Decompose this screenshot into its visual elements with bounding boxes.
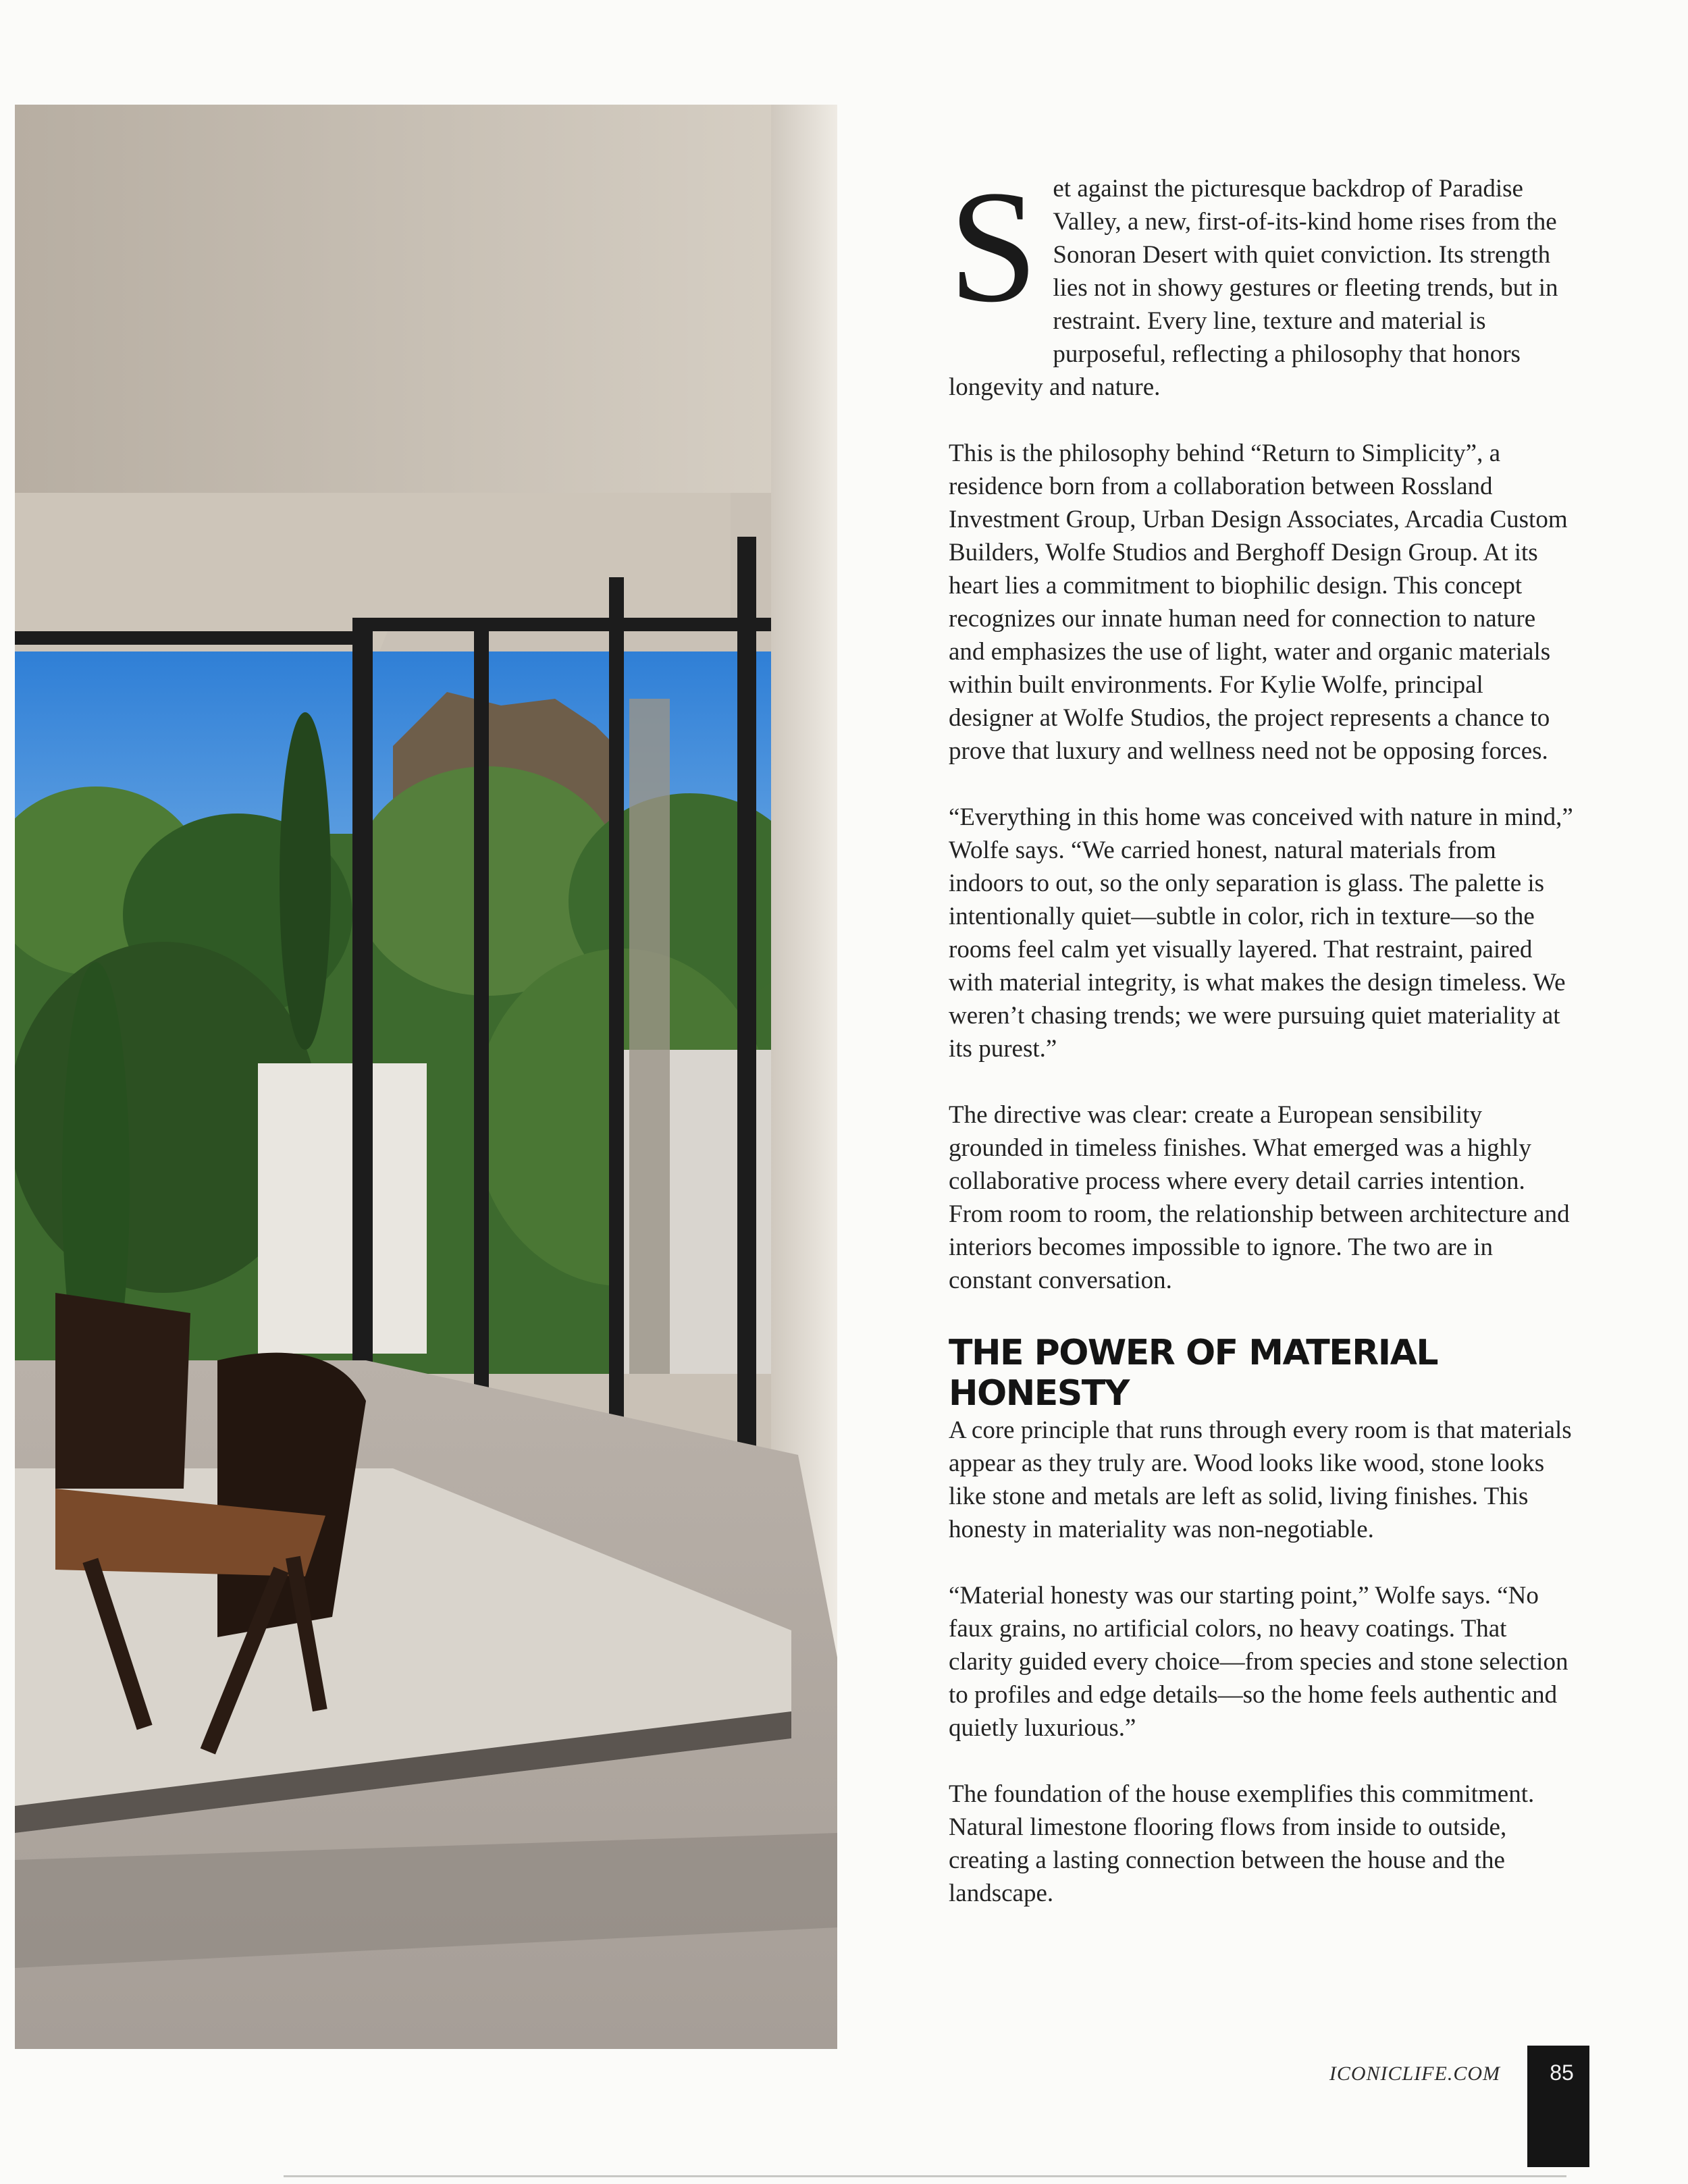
paragraph-3: “Everything in this home was conceived with nature in mind,” Wolfe says. “We carried honest, natural materials from indoors to out, so the only separation is glass. The palette is intentionally quiet—subtle in color, rich in texture—so the rooms feel calm yet visually layered. That restraint, paired with material integrity, is what makes the design timeless. We weren’t chasing trends; we were pursuing quiet materiality at its purest.” <box>949 803 1573 1063</box>
paragraph-2: This is the philosophy behind “Return to Simplicity”, a residence born from a collaboration between Rossland Investment Group, Urban Design Associates, Arcadia Custom Builders, Wolfe Studios and Berghoff Design Group. At its heart lies a commitment to biophilic design. This concept recognizes our innate human need for connection to nature and emphasizes the use of light, water and organic materials within built environments. For Kylie Wolfe, principal designer at Wolfe Studios, the project represents a chance to prove that luxury and wellness need not be opposing forces. <box>949 440 1568 765</box>
section-heading: THE POWER OF MATERIAL HONESTY <box>949 1333 1438 1414</box>
ceiling <box>15 105 837 493</box>
living-room-photo <box>15 105 837 2049</box>
photo-illustration <box>15 105 837 2049</box>
paragraph-6: “Material honesty was our starting point,” Wolfe says. “No faux grains, no artificial colors, no heavy coatings. That clarity guided every choice—from species and stone selection to profiles and edge details—so the home feels authentic and quietly luxurious.” <box>949 1582 1568 1742</box>
paragraph-7: The foundation of the house exemplifies this commitment. Natural limestone flooring flows from inside to outside, creating a lasting connection between the house and the landscape. <box>949 1780 1535 1907</box>
bottom-rule <box>284 2175 1566 2177</box>
article-body <box>949 158 1573 1910</box>
page-number-box <box>1527 2046 1589 2167</box>
paragraph-5: A core principle that runs through every room is that materials appear as they truly are. Wood looks like wood, stone looks like stone and metals are left as solid, living finishes. This honesty in materiality was non-negotiable. <box>949 1416 1572 1543</box>
site-url: ICONICLIFE.COM <box>1329 2062 1500 2085</box>
interior-pillar <box>771 105 837 1657</box>
paragraph-4: The directive was clear: create a European sensibility grounded in timeless finishes. What emerged was a highly collaborative process where every detail carries intention. From room to room, the relationship between architecture and interiors becomes impossible to ignore. The two are in constant conversation. <box>949 1101 1570 1294</box>
paragraph-intro <box>949 158 1573 404</box>
page-number: 85 <box>1550 2060 1574 2085</box>
paragraph-intro-text: et against the picturesque backdrop of Paradise Valley, a new, first-of-its-kind home rises from the Sonoran Desert with quiet conviction. Its strength lies not in showy gestures or fleeting trends, but in restraint. Every line, texture and material is purposeful, reflecting a philosophy that honors longevity and nature. <box>949 175 1558 401</box>
chair-back-left <box>55 1293 190 1489</box>
drop-cap: S <box>949 158 1038 336</box>
